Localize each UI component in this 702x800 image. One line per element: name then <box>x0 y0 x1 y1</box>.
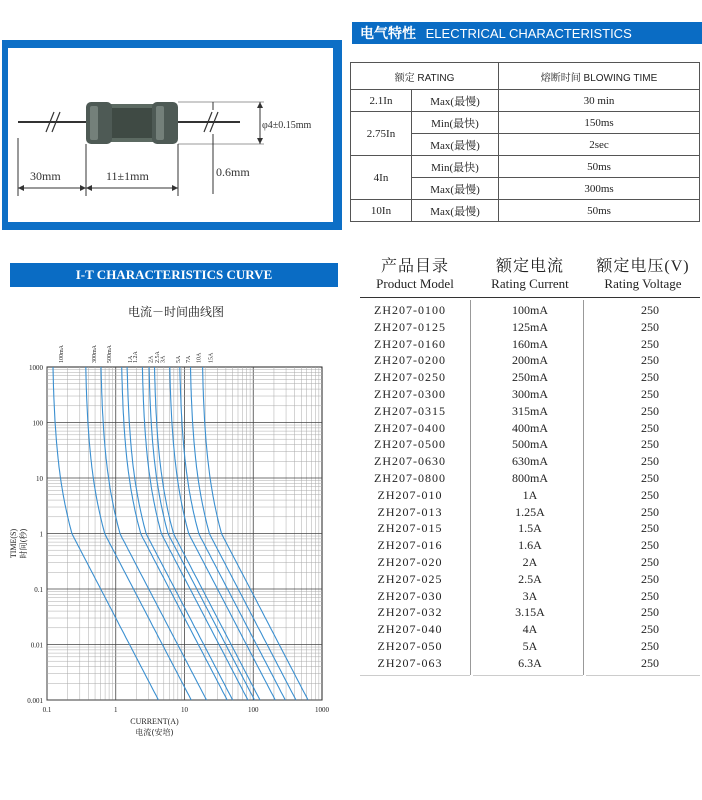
col-model-en: Product Model <box>376 276 454 291</box>
model-cell: ZH207-0300 <box>374 387 446 401</box>
col-model-cn: 产品目录 <box>380 258 449 275</box>
current-cell: 400mA <box>512 420 548 435</box>
x-tick-label: 1 <box>114 706 118 714</box>
condition-cell: Min(最快) <box>412 112 499 134</box>
table-row <box>360 453 700 470</box>
table-row <box>360 352 700 369</box>
current-cell: 6.3A <box>518 655 542 670</box>
current-cell: 200mA <box>512 353 548 368</box>
series-label: 10A <box>196 352 203 363</box>
voltage-cell: 250 <box>641 303 659 317</box>
table-row <box>360 319 700 336</box>
table-row <box>351 112 700 134</box>
banner-title-en: ELECTRICAL CHARACTERISTICS <box>425 26 632 41</box>
voltage-cell: 250 <box>641 387 659 401</box>
current-cell: 300mA <box>512 387 548 401</box>
fuse-dimension-diagram <box>8 48 333 222</box>
rating-cell: 2.1In <box>351 90 412 112</box>
current-cell: 2A <box>522 555 538 569</box>
chart-title: 电流－时间曲线图 <box>127 305 224 319</box>
series-label: 7A <box>185 355 192 363</box>
col-blowing-header: 熔断时间 BLOWING TIME <box>499 63 700 90</box>
voltage-cell: 250 <box>641 319 659 334</box>
it-curve-banner: I-T CHARACTERISTICS CURVE <box>10 263 338 287</box>
model-cell: ZH207-030 <box>377 588 443 603</box>
condition-cell: Max(最慢) <box>412 178 499 200</box>
table-row <box>351 90 700 112</box>
col-current-en: Rating Current <box>491 276 569 291</box>
table-row <box>351 156 700 178</box>
model-cell: ZH207-0100 <box>374 303 446 317</box>
dim-wire: 0.6mm <box>216 165 250 179</box>
model-cell: ZH207-010 <box>377 487 443 502</box>
voltage-cell: 250 <box>641 538 659 553</box>
voltage-cell: 250 <box>641 655 659 670</box>
col-rating-header: 额定 RATING <box>351 63 499 90</box>
current-cell: 315mA <box>512 403 548 418</box>
time-cell: 50ms <box>499 156 700 178</box>
table-row <box>360 621 700 638</box>
table-header-row <box>351 63 700 90</box>
current-cell: 2.5A <box>518 571 542 586</box>
model-cell: ZH207-0125 <box>374 319 446 334</box>
col-voltage-cn: 额定电压(V) <box>596 258 690 275</box>
col-voltage-en: Rating Voltage <box>604 276 682 291</box>
model-cell: ZH207-050 <box>377 639 443 653</box>
model-cell: ZH207-040 <box>377 622 443 637</box>
table-row <box>360 386 700 403</box>
current-cell: 800mA <box>512 471 548 485</box>
condition-cell: Max(最慢) <box>412 90 499 112</box>
current-cell: 1.25A <box>515 504 545 519</box>
table-row <box>360 638 700 655</box>
voltage-cell: 250 <box>641 353 659 368</box>
voltage-cell: 250 <box>641 571 659 586</box>
model-cell: ZH207-0400 <box>374 420 446 435</box>
col-current-header <box>475 258 585 292</box>
footer-rule <box>473 675 583 676</box>
model-cell: ZH207-0500 <box>374 437 446 452</box>
y-tick-label: 0.01 <box>30 641 43 650</box>
series-label: 1A <box>127 355 134 363</box>
model-cell: ZH207-020 <box>377 555 443 569</box>
table-row <box>360 554 700 571</box>
voltage-cell: 250 <box>641 437 659 452</box>
dim-body: 11±1mm <box>106 169 149 183</box>
voltage-cell: 250 <box>641 454 659 469</box>
x-tick-label: 0.1 <box>42 706 52 714</box>
table-row <box>360 655 700 672</box>
table-row <box>360 420 700 437</box>
condition-cell: Max(最慢) <box>412 134 499 156</box>
time-cell: 150ms <box>499 112 700 134</box>
series-label: 15A <box>208 352 215 363</box>
col-voltage-header <box>588 258 698 292</box>
model-cell: ZH207-032 <box>377 605 443 620</box>
model-cell: ZH207-0315 <box>374 403 446 418</box>
electrical-characteristics-banner <box>352 22 702 44</box>
series-label: 500mA <box>107 345 114 363</box>
voltage-cell: 250 <box>641 504 659 519</box>
voltage-cell: 250 <box>641 336 659 351</box>
series-label: 300mA <box>91 345 98 363</box>
series-label: 2A <box>148 355 155 363</box>
voltage-cell: 250 <box>641 420 659 435</box>
time-cell: 300ms <box>499 178 700 200</box>
electrical-characteristics-table <box>350 62 700 222</box>
model-cell: ZH207-015 <box>377 521 443 536</box>
current-cell: 250mA <box>512 370 548 385</box>
current-cell: 3.15A <box>515 605 545 620</box>
series-label: 2.5A <box>155 351 162 363</box>
table-row <box>360 436 700 453</box>
model-cell: ZH207-016 <box>377 538 443 553</box>
current-cell: 1.5A <box>518 521 542 536</box>
y-tick-label: 10 <box>36 475 43 483</box>
product-photo <box>8 48 333 222</box>
rating-cell: 10In <box>351 200 412 222</box>
y-tick-label: 0.1 <box>34 586 43 594</box>
model-cell: ZH207-0200 <box>374 353 446 368</box>
y-tick-label: 0.001 <box>27 697 43 705</box>
series-label: 3A <box>160 355 167 363</box>
table-row <box>360 604 700 621</box>
voltage-cell: 250 <box>641 622 659 637</box>
table-row <box>360 571 700 588</box>
model-cell: ZH207-0800 <box>374 471 446 485</box>
condition-cell: Min(最快) <box>412 156 499 178</box>
y-tick-label: 1000 <box>29 364 43 372</box>
x-axis-label-cn: 电流(安培) <box>135 728 174 737</box>
model-cell: ZH207-0250 <box>374 370 446 385</box>
current-cell: 630mA <box>512 454 548 469</box>
time-cell: 2sec <box>499 134 700 156</box>
current-cell: 500mA <box>512 437 548 452</box>
current-cell: 4A <box>522 622 538 637</box>
current-cell: 125mA <box>512 319 548 334</box>
x-axis-label: CURRENT(A) <box>130 717 179 726</box>
x-tick-label: 1000 <box>315 706 329 714</box>
voltage-cell: 250 <box>641 639 659 653</box>
x-tick-label: 10 <box>181 706 188 714</box>
model-cell: ZH207-0630 <box>374 454 446 469</box>
current-cell: 100mA <box>512 303 548 317</box>
voltage-cell: 250 <box>641 487 659 502</box>
x-tick-label: 100 <box>248 706 259 714</box>
model-cell: ZH207-0160 <box>374 336 446 351</box>
rating-cell: 4In <box>351 156 412 200</box>
banner-title-cn: 电气特性 <box>360 25 416 41</box>
y-axis-label-cn: 时间(秒) <box>19 528 28 559</box>
table-row <box>360 336 700 353</box>
current-cell: 160mA <box>512 336 548 351</box>
y-tick-label: 100 <box>32 419 43 428</box>
table-row <box>360 403 700 420</box>
rating-cell: 2.75In <box>351 112 412 156</box>
current-cell: 5A <box>522 639 538 653</box>
table-row <box>360 588 700 605</box>
current-cell: 3A <box>522 588 538 603</box>
voltage-cell: 250 <box>641 471 659 485</box>
current-cell: 1.6A <box>518 538 542 553</box>
table-row <box>360 487 700 504</box>
current-cell: 1A <box>522 487 538 502</box>
voltage-cell: 250 <box>641 521 659 536</box>
series-label: 100mA <box>59 345 66 363</box>
model-cell: ZH207-063 <box>377 655 443 670</box>
y-tick-label: 1 <box>39 530 43 539</box>
table-row <box>360 504 700 521</box>
series-label: 5A <box>175 355 182 363</box>
footer-rule <box>586 675 700 676</box>
table-row <box>360 369 700 386</box>
table-row <box>360 537 700 554</box>
dim-lead: 30mm <box>30 169 61 183</box>
table-row <box>351 200 700 222</box>
table-row <box>360 470 700 487</box>
voltage-cell: 250 <box>641 588 659 603</box>
voltage-cell: 250 <box>641 370 659 385</box>
voltage-cell: 250 <box>641 403 659 418</box>
series-label: 1.2A <box>133 351 140 363</box>
it-characteristics-chart <box>0 330 352 750</box>
time-cell: 50ms <box>499 200 700 222</box>
footer-rule <box>360 675 470 676</box>
header-rule <box>360 297 700 298</box>
model-cell: ZH207-025 <box>377 571 443 586</box>
col-current-cn: 额定电流 <box>495 258 564 275</box>
y-axis-label: TIME(S) <box>9 528 18 559</box>
voltage-cell: 250 <box>641 605 659 620</box>
time-cell: 30 min <box>499 90 700 112</box>
table-row <box>360 520 700 537</box>
table-row <box>360 302 700 319</box>
col-model-header <box>360 258 470 292</box>
dim-diameter: φ4±0.15mm <box>262 120 312 131</box>
condition-cell: Max(最慢) <box>412 200 499 222</box>
voltage-cell: 250 <box>641 555 659 569</box>
model-cell: ZH207-013 <box>377 504 443 519</box>
